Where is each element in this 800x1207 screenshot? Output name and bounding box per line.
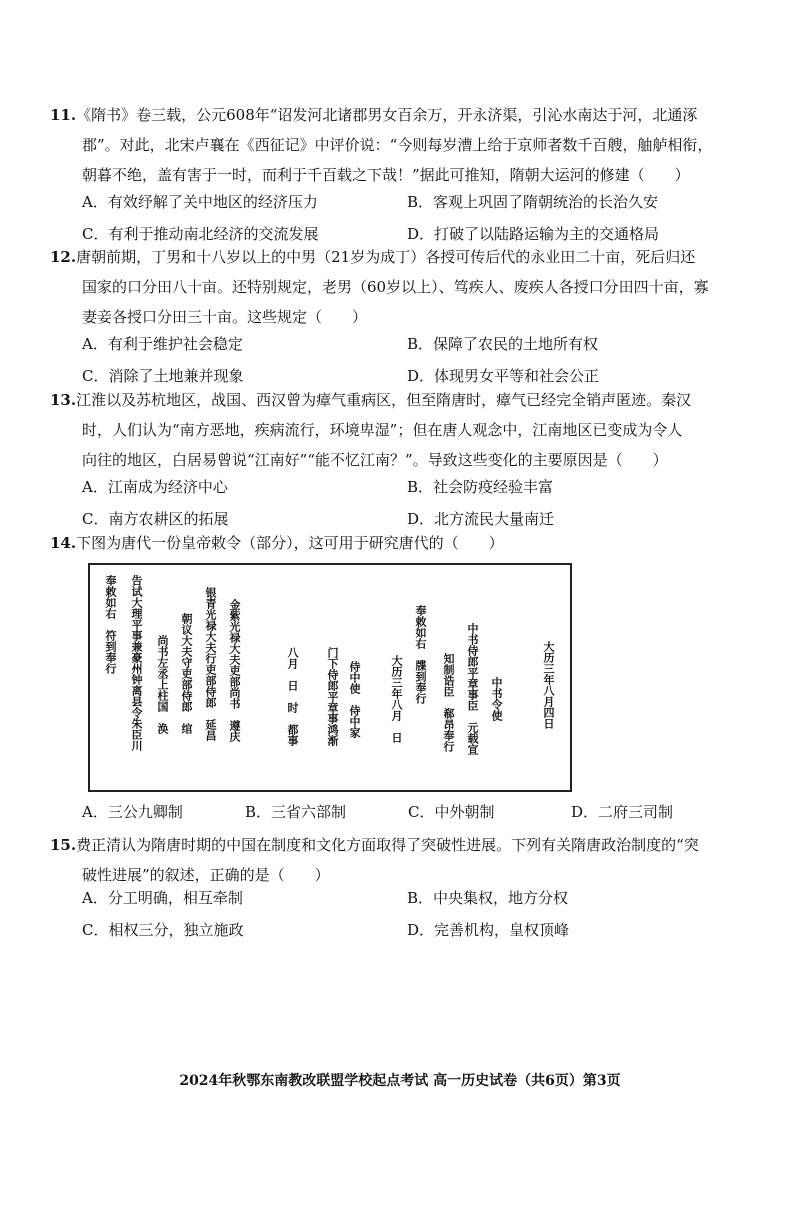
edict-column: 告试大理平事兼豪州钟离县令朱臣川 [130,575,143,751]
question-text-line: 时，人们认为“南方恶地，疾病流行，环境卑湿”；但在唐人观念中，江南地区已变成为令人 [82,421,683,439]
edict-column: 奉敕如右 符到奉行 [104,575,117,674]
edict-column: 大历三年八月 日 [390,655,403,743]
question-text-line: 国家的口分田八十亩。还特别规定，老男（60岁以上）、笃疾人、废疾人各授口分田四十亩，寡 [82,278,709,296]
option-d[interactable]: D．体现男女平等和社会公正 [407,367,600,385]
edict-column: 八月 日 时 都事 [286,647,299,746]
question-number: 15. [50,836,77,854]
question-text-line: 郡”。对此，北宋卢襄在《西征记》中评价说：“今则每岁漕上给于京师者数千百艘，舳舻相衔， [82,136,713,154]
option-b[interactable]: B．中央集权，地方分权 [407,889,569,907]
edict-column: 朝议大夫守吏部侍郎 绾 [180,613,193,734]
edict-column: 金紫光禄大夫吏部尚书 遵庆 [228,599,241,742]
page-footer: 2024年秋鄂东南教改联盟学校起点考试 高一历史试卷（共6页）第3页 [179,1073,621,1089]
options-13 [82,471,762,535]
edict-column: 银青光禄大夫行吏部侍郎 延昌 [204,587,217,741]
option-a[interactable]: A．有效纾解了关中地区的经济压力 [82,193,318,211]
question-text-line: 唐朝前期，丁男和十八岁以上的中男（21岁为成丁）各授可传后代的永业田二十亩，死后归还 [76,248,696,266]
option-d[interactable]: D．打破了以陆路运输为主的交通格局 [407,225,660,243]
options-12 [82,328,762,392]
option-c[interactable]: C．相权三分，独立施政 [82,921,244,939]
question-text-line: 江淮以及苏杭地区，战国、西汉曾为瘴气重病区，但至隋唐时，瘴气已经完全销声匿迹。秦汉 [76,391,692,409]
question-13 [50,385,760,475]
edict-column: 门下侍郎平章事鸿渐 [326,647,339,746]
question-text-line: 向往的地区，白居易曾说“江南好”“能不忆江南？”。导致这些变化的主要原因是（ ） [82,451,668,469]
option-b[interactable]: B．保障了农民的土地所有权 [407,335,599,353]
option-c[interactable]: C．有利于推动南北经济的交流发展 [82,225,319,243]
option-d[interactable]: D．完善机构，皇权顶峰 [407,921,570,939]
question-text-line: 下图为唐代一份皇帝敕令（部分），这可用于研究唐代的（ ） [76,534,504,552]
option-b[interactable]: B．三省六部制 [245,803,347,821]
option-d[interactable]: D．二府三司制 [571,803,674,821]
question-number: 14. [50,534,77,552]
question-number: 13. [50,391,77,409]
edict-column: 大历三年八月四日 [542,641,555,729]
option-a[interactable]: A．分工明确，相互牵制 [82,889,243,907]
question-text-line: 破性进展”的叙述，正确的是（ ） [82,866,330,884]
edict-column: 知制诰臣 郗昂奉行 [442,653,455,752]
option-a[interactable]: A．江南成为经济中心 [82,478,228,496]
edict-column: 侍中使 侍中家 [348,661,361,738]
question-14 [50,528,760,558]
question-text-line: 妻妾各授口分田三十亩。这些规定（ ） [82,308,368,326]
option-c[interactable]: C．中外朝制 [408,803,495,821]
question-text-line: 朝暮不绝，盖有害于一时，而利于千百载之下哉！”据此可推知，隋朝大运河的修建（ ） [82,166,690,184]
imperial-edict-figure [88,563,572,792]
option-c[interactable]: C．消除了土地兼并现象 [82,367,244,385]
question-15 [50,830,760,890]
question-11 [50,100,760,190]
option-b[interactable]: B．客观上巩固了隋朝统治的长治久安 [407,193,659,211]
option-b[interactable]: B．社会防疫经验丰富 [407,478,554,496]
options-15 [82,882,762,946]
question-text-line: 费正清认为隋唐时期的中国在制度和文化方面取得了突破性进展。下列有关隋唐政治制度的“突 [76,836,699,854]
edict-column: 中书令使 [490,677,503,721]
option-a[interactable]: A．三公九卿制 [82,803,183,821]
question-text-line: 《隋书》卷三载，公元608年“诏发河北诸郡男女百余万，开永济渠，引沁水南达于河，北通涿 [76,106,698,124]
question-12 [50,242,760,332]
options-14 [82,796,762,828]
option-d[interactable]: D．北方流民大量南迁 [407,510,555,528]
edict-column: 尚书左丞上柱国 涣 [156,635,169,734]
options-11 [82,186,762,250]
question-number: 11. [50,106,77,124]
option-c[interactable]: C．南方农耕区的拓展 [82,510,229,528]
option-a[interactable]: A．有利于维护社会稳定 [82,335,243,353]
question-number: 12. [50,248,77,266]
edict-column: 中书侍郎平章事臣 元载宣 [466,623,479,755]
edict-column: 奉敕如右 牒到奉行 [414,605,427,704]
